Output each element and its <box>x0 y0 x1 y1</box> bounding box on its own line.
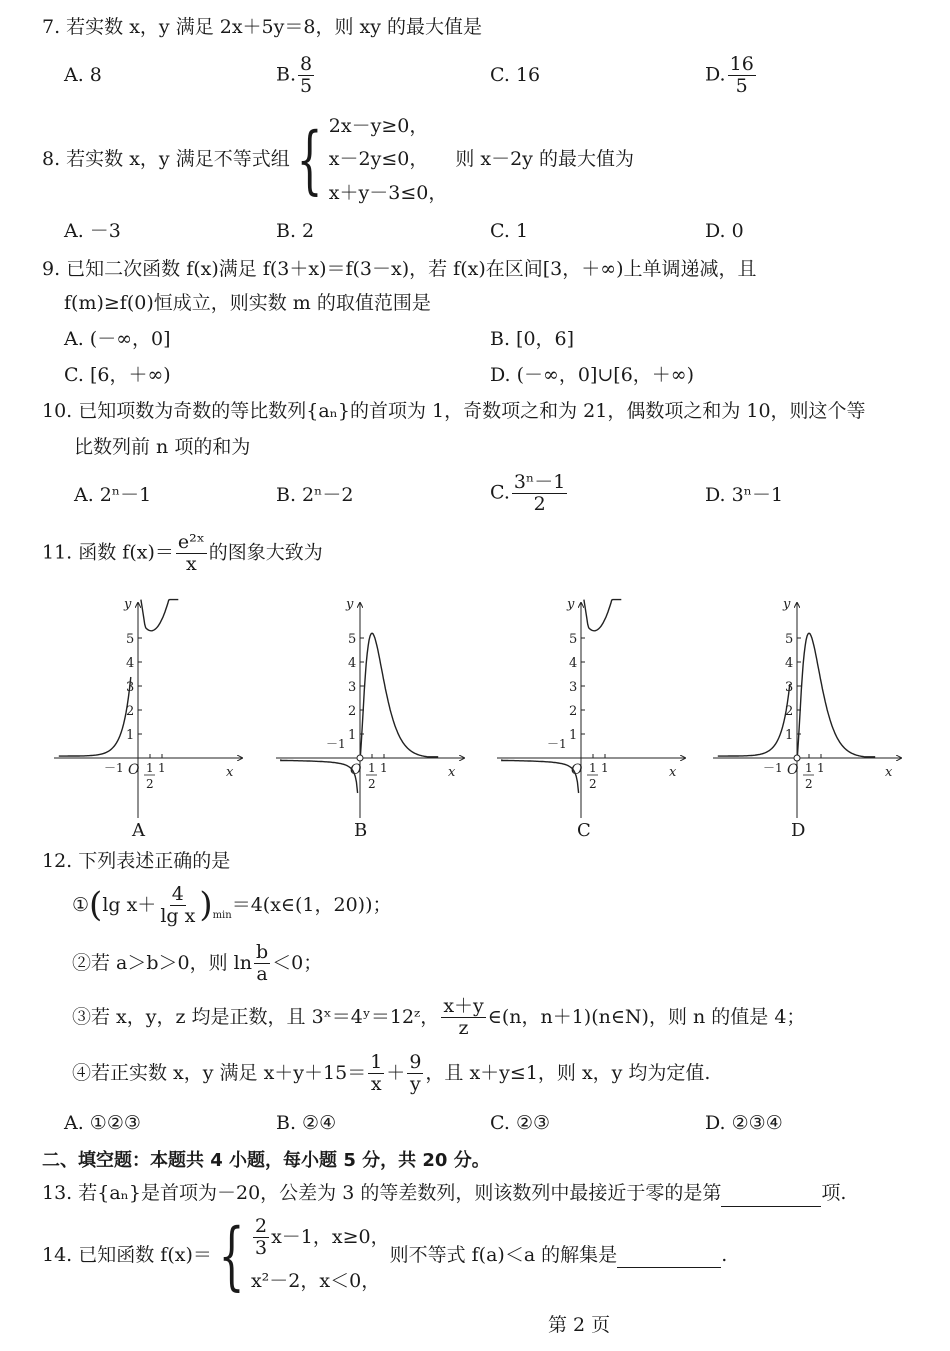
q11-graphs <box>0 590 950 850</box>
q14-answer-blank[interactable] <box>617 1243 721 1268</box>
graph-label-b: B <box>354 820 368 841</box>
graph-b-y-tick-neg1: －1 <box>326 737 346 751</box>
q12-option-c: C. ②③ <box>490 1112 551 1134</box>
graph-c-y-tick-label: 5 <box>569 632 578 647</box>
q7-option-c: C. 16 <box>490 64 541 86</box>
graph-a-right-branch <box>141 600 178 631</box>
graph-a-origin-label: O <box>128 762 140 778</box>
q7-stem: 7. 若实数 x，y 满足 2x＋5y＝8，则 xy 的最大值是 <box>42 16 482 38</box>
q8-constraint-3: x＋y－3≤0， <box>328 181 448 204</box>
graph-d-y-tick-label: 2 <box>785 704 794 719</box>
q12-statement-4: ④若正实数 x，y 满足 x＋y＋15＝ $\frac{1}{x}$ ＋ $\frac{9}{y}$ ，且 x＋y≤1，则 x，y 均为定值. <box>72 1051 711 1095</box>
section-2-heading: 二、填空题：本题共 4 小题，每小题 5 分，共 20 分。 <box>42 1150 490 1171</box>
graph-d-y-label: y <box>783 597 791 612</box>
graph-c-y-tick-label: 1 <box>569 728 578 743</box>
graph-b-y-label: y <box>346 597 354 612</box>
q8-stem: 8. 若实数 x，y 满足不等式组 { 2x－y≥0， x－2y≤0， x＋y－3≤0， 则 x－2y 的最大值为 <box>42 110 634 210</box>
q10-option-a: A. 2ⁿ－1 <box>74 484 152 506</box>
graph-a-x-tick-one-label: 1 <box>158 761 166 775</box>
graph-c-y-label: y <box>567 597 575 612</box>
q7-option-b: B. $\frac{8}{5}$ <box>276 53 313 97</box>
graph-b-x-label: x <box>448 765 456 780</box>
q11-stem: 11. 函数 f(x)＝ $\frac{\text{e²ˣ}}{x}$ 的图象大致为 <box>42 531 323 575</box>
graph-d-x-label: x <box>885 765 893 780</box>
graph-c-x-tick-one-label: 1 <box>601 761 609 775</box>
graph-c-y-tick-neg1: －1 <box>547 737 567 751</box>
graph-b-left-branch <box>281 759 358 793</box>
graph-c-x-tick-half-num: 1 <box>589 761 597 775</box>
graph-b-right-hump <box>361 633 439 757</box>
graph-b-open-point <box>357 755 363 761</box>
q7-option-a: A. 8 <box>64 64 102 86</box>
graph-c-origin-label: O <box>571 762 583 778</box>
q8-constraint-2: x－2y≤0， <box>328 148 429 171</box>
graph-b-x-tick-half-num: 1 <box>368 761 376 775</box>
graph-c-y-tick-label: 4 <box>569 656 578 671</box>
graph-b-y-tick-label: 2 <box>348 704 357 719</box>
q7-option-d: D. $\frac{16}{5}$ <box>705 53 754 97</box>
q12-option-b: B. ②④ <box>276 1112 337 1134</box>
page-number: 第 2 页 <box>548 1314 611 1336</box>
graph-b-x-tick-half-den: 2 <box>368 777 376 791</box>
graph-d-origin-label: O <box>787 762 799 778</box>
graph-b-y-tick-label: 1 <box>348 728 357 743</box>
graph-c-y-tick-label: 2 <box>569 704 578 719</box>
q14-stem: 14. 已知函数 f(x)＝ { $\frac{2}{3}$ x－1，x≥0， x²－2，x＜0， 则不等式 f(a)＜a 的解集是 . <box>42 1212 728 1299</box>
graph-d-y-tick-label: 1 <box>785 728 794 743</box>
q8-option-b: B. 2 <box>276 220 315 242</box>
q12-option-a: A. ①②③ <box>64 1112 141 1134</box>
q12-statement-2: ②若 a＞b＞0，则 ln $\frac{b}{a}$ ＜0； <box>72 941 323 985</box>
graph-a-y-tick-label: 3 <box>126 680 135 695</box>
q8-constraint-1: 2x－y≥0， <box>328 115 429 137</box>
graph-a-x-label: x <box>226 765 234 780</box>
graph-c-right-branch <box>584 600 621 631</box>
graph-a-y-label: y <box>124 597 132 612</box>
graph-b-x-tick-one-label: 1 <box>380 761 388 775</box>
graph-a-x-tick-half-den: 2 <box>146 777 154 791</box>
q12-statement-3: ③若 x，y，z 均是正数，且 3ˣ＝4ʸ＝12ᶻ， $\frac{x+y}{z}$ ∈(n，n＋1)(n∈N)，则 n 的值是 4； <box>72 995 806 1039</box>
graph-d-y-tick-label: 4 <box>785 656 794 671</box>
graph-a-y-tick-label: 4 <box>126 656 135 671</box>
q8-option-c: C. 1 <box>490 220 529 242</box>
graph-c-x-tick-half-den: 2 <box>589 777 597 791</box>
graph-d-y-tick-label: 5 <box>785 632 794 647</box>
graph-c-left-branch <box>502 759 579 793</box>
graph-b-y-tick-label: 5 <box>348 632 357 647</box>
q12-option-d: D. ②③④ <box>705 1112 783 1134</box>
q9-option-d: D. (－∞，0]∪[6，＋∞) <box>490 364 695 386</box>
graph-a-x-tick-neg1: －1 <box>104 761 124 775</box>
graph-label-d: D <box>791 820 806 841</box>
q10-stem-line1: 10. 已知项数为奇数的等比数列{aₙ}的首项为 1，奇数项之和为 21，偶数项之和为 10，则这个等 <box>42 400 866 422</box>
graph-b-origin-label: O <box>350 762 362 778</box>
graph-a-left-branch <box>59 677 131 756</box>
left-brace-icon: { <box>296 116 323 203</box>
graph-a-x-tick-half-num: 1 <box>146 761 154 775</box>
graph-d-open-point <box>794 755 800 761</box>
q9-option-a: A. (－∞，0] <box>64 328 171 350</box>
q9-option-b: B. [0，6] <box>490 328 575 350</box>
graph-d-x-tick-one-label: 1 <box>817 761 825 775</box>
graph-d-right-hump <box>798 633 876 757</box>
graph-d-left-branch <box>718 684 790 756</box>
graph-d-y-tick-label: 3 <box>785 680 794 695</box>
graph-a-y-tick-label: 2 <box>126 704 135 719</box>
graph-c-y-tick-label: 3 <box>569 680 578 695</box>
graph-b-y-tick-label: 3 <box>348 680 357 695</box>
left-brace-icon: { <box>218 1212 245 1299</box>
graph-d-x-tick-half-den: 2 <box>805 777 813 791</box>
q9-option-c: C. [6，＋∞) <box>64 364 171 386</box>
graph-d-x-tick-neg1: －1 <box>763 761 783 775</box>
q13-answer-blank[interactable] <box>721 1182 821 1207</box>
q9-stem-line1: 9. 已知二次函数 f(x)满足 f(3＋x)＝f(3－x)，若 f(x)在区间[3，＋∞)上单调递减，且 <box>42 258 757 280</box>
q10-option-b: B. 2ⁿ－2 <box>276 484 354 506</box>
q12-statement-1: ① ( lg x＋ $\frac{4}{\text{lg x}}$ ) min ＝4(x∈(1，20))； <box>72 883 392 927</box>
q9-stem-line2: f(m)≥f(0)恒成立，则实数 m 的取值范围是 <box>64 292 431 314</box>
q14-piece-1: $\frac{2}{3}$ x－1，x≥0， <box>254 1215 390 1259</box>
q10-option-d: D. 3ⁿ－1 <box>705 484 784 506</box>
graph-a-y-tick-label: 1 <box>126 728 135 743</box>
q10-option-c: C. $\frac{\text{3ⁿ－1}}{2}$ <box>490 471 566 515</box>
graph-d-x-tick-half-num: 1 <box>805 761 813 775</box>
q14-piece-2: x²－2，x＜0， <box>250 1269 381 1292</box>
q12-stem: 12. 下列表述正确的是 <box>42 850 231 872</box>
graph-label-a: A <box>132 820 145 841</box>
q10-stem-line2: 比数列前 n 项的和为 <box>74 436 251 458</box>
q13-stem: 13. 若{aₙ}是首项为－20，公差为 3 的等差数列，则该数列中最接近于零的是第 项. <box>42 1182 846 1207</box>
graph-label-c: C <box>577 820 591 841</box>
graph-c-x-label: x <box>669 765 677 780</box>
graph-a-y-tick-label: 5 <box>126 632 135 647</box>
graph-b-y-tick-label: 4 <box>348 656 357 671</box>
q8-option-a: A. －3 <box>64 220 121 242</box>
q8-option-d: D. 0 <box>705 220 744 242</box>
